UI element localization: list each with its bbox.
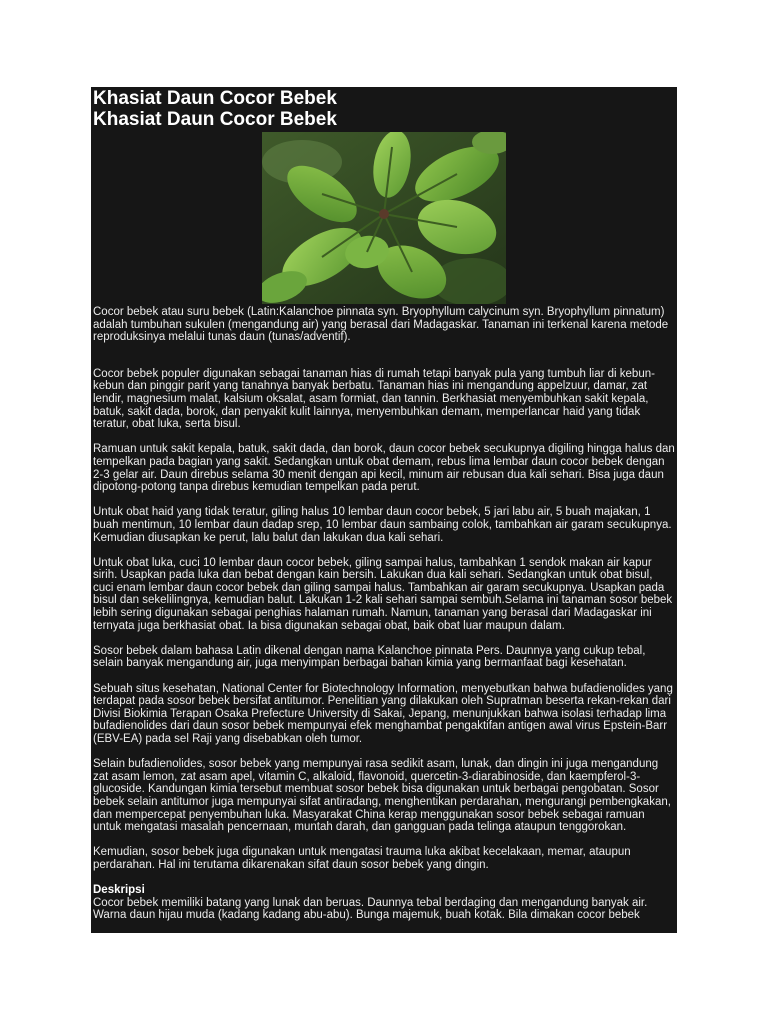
paragraph-kandungan: Selain bufadienolides, sosor bebek yang mempunyai rasa sedikit asam, lunak, dan dingin ini juga mengandung zat asam lemon, zat asam apel, vitamin C, alkaloid, flavonoid, quercetin-3-diarabinoside, dan kaempferol-3-glucoside. Kandungan kimia tersebut membuat sosor bebek bisa digunakan untuk berbagai pengobatan. Sosor bebek selain antitumor juga mempunyai sifat antiradang, menghentikan perdarahan, mengurangi pembengkakan, dan mempercepat penyembuhan luka. Masyarakat China kerap menggunakan sosor bebek sebagai ramuan untuk mengatasi masalah pencernaan, muntah darah, dan gangguan pada telinga ataupun tenggorokan.	[93, 758, 671, 834]
document-title-repeat: Khasiat Daun Cocor Bebek	[93, 109, 337, 130]
paragraph-deskripsi: Cocor bebek memiliki batang yang lunak dan beruas. Daunnya tebal berdaging dan mengandung banyak air. Warna daun hijau muda (kadang kadang abu-abu). Bunga majemuk, buah kotak. Bila dimakan cocor bebek	[93, 896, 648, 922]
paragraph-obat-haid: Untuk obat haid yang tidak teratur, giling halus 10 lembar daun cocor bebek, 5 jari labu air, 5 buah majakan, 1 buah mentimun, 10 lembar daun dadap srep, 10 lembar daun sambaing colok, tambahkan air garam secukupnya. Kemudian diusapkan ke perut, lalu balut dan lakukan dua kali sehari.	[93, 506, 672, 544]
document-content	[91, 88, 677, 922]
section-heading-deskripsi: Deskripsi	[93, 884, 145, 897]
paragraph-populer: Cocor bebek populer digunakan sebagai tanaman hias di rumah tetapi banyak pula yang tumbuh liar di kebun-kebun dan pinggir parit yang tanahnya banyak berbatu. Tanaman hias ini mengandung appelzuur, damar, zat lendir, magnesium malat, kalsium oksalat, asam formiat, dan tannin. Berkhasiat menyembuhkan sakit kepala, batuk, sakit dada, borok, dan penyakit kulit lainnya, menyembuhkan demam, memperlancar haid yang tidak teratur, obat luka, serta bisul.	[93, 367, 655, 431]
paragraph-research: Sebuah situs kesehatan, National Center for Biotechnology Information, menyebutkan bahwa bufadienolides yang terdapat pada sosor bebek bersifat antitumor. Penelitian yang dilakukan oleh Supratman beserta rekan-rekan dari Divisi Biokimia Terapan Osaka Prefecture University di Sakai, Jepang, menunjukkan bahwa isolasi terhadap lima bufadienolides dari daun sosor bebek mempunyai efek menghambat pengaktifan antigen awal virus Epstein-Barr (EBV-EA) pada sel Raji yang disebabkan oleh tumor.	[93, 682, 673, 745]
document-title: Khasiat Daun Cocor Bebek	[93, 88, 337, 109]
document-page	[91, 87, 677, 933]
paragraph-ramuan: Ramuan untuk sakit kepala, batuk, sakit dada, dan borok, daun cocor bebek secukupnya digiling hingga halus dan tempelkan pada bagian yang sakit. Sedangkan untuk obat demam, rebus lima lembar daun cocor bebek dengan 2-3 gelar air. Daun direbus selama 30 menit dengan api kecil, minum air rebusan dua kali sehari. Bisa juga daun dipotong-potong tanpa direbus kemudian tempelkan pada perut.	[93, 443, 675, 494]
leaf-photo-icon	[262, 132, 506, 304]
paragraph-intro: Cocor bebek atau suru bebek (Latin:Kalanchoe pinnata syn. Bryophyllum calycinum syn. Bryophyllum pinnatum) adalah tumbuhan sukulen (mengandung air) yang berasal dari Madagaskar. Tanaman ini terkenal karena metode reproduksinya melalui tunas daun (tunas/adventif).	[93, 306, 669, 344]
paragraph-latin-name: Sosor bebek dalam bahasa Latin dikenal dengan nama Kalanchoe pinnata Pers. Daunnya yang cukup tebal, selain banyak mengandung air, juga menyimpan berbagai bahan kimia yang bermanfaat bagi kesehatan.	[93, 644, 646, 670]
paragraph-obat-luka: Untuk obat luka, cuci 10 lembar daun cocor bebek, giling sampai halus, tambahkan 1 sendok makan air kapur sirih. Usapkan pada luka dan bebat dengan kain bersih. Lakukan dua kali sehari. Sedangkan untuk obat bisul, cuci enam lembar daun cocor bebek dan giling sampai halus. Tambahkan air garam secukupnya. Usapkan pada bisul dan sekelilingnya, kemudian balut. Lakukan 1-2 kali sehari sampai sembuh.Selama ini tanaman sosor bebek lebih sering digunakan sebagai penghias halaman rumah. Namun, tanaman yang berasal dari Madagaskar ini ternyata juga berkhasiat obat. Ia bisa digunakan sebagai obat, baik obat luar maupun dalam.	[93, 556, 673, 632]
leaf-photo	[262, 132, 506, 304]
paragraph-trauma: Kemudian, sosor bebek juga digunakan untuk mengatasi trauma luka akibat kecelakaan, memar, ataupun perdarahan. Hal ini terutama dikarenakan sifat daun sosor bebek yang dingin.	[93, 846, 631, 871]
